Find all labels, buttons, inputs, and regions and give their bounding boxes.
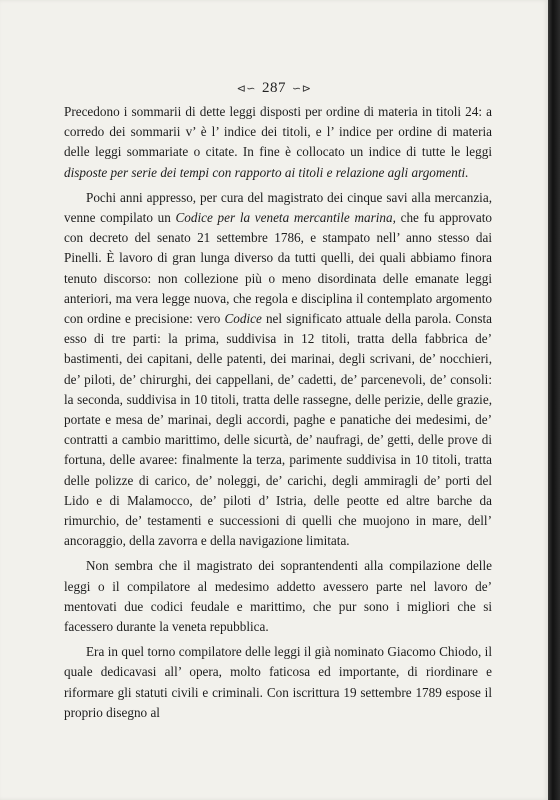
page-header: [0, 80, 548, 97]
ornament-left-icon: ⊲∽: [236, 83, 256, 95]
italic-text-segment: Codice per la veneta mercantile marina,: [175, 210, 396, 226]
page-number: 287: [262, 80, 286, 96]
paragraph: [64, 102, 492, 183]
paragraph: [64, 556, 492, 637]
italic-text-segment: disposte per serie dei tempi con rapporto ai titoli e relazione agli argomenti.: [64, 164, 469, 180]
italic-text-segment: Codice: [224, 311, 262, 327]
text-segment: nel significato attuale della parola. Consta esso di tre parti: la prima, suddivisa in 12 titoli, tratta della fabbrica de’ bastimenti, dei capitani, delle patenti, dei marinai, degli scrivani, de’ nocchieri, de’ piloti, de’ chirurghi, dei cappellani, de’ cadetti, de’ parcenevoli, de’ consoli: la seconda, suddivisa in 10 titoli, tratta delle rassegne, delle perizie, delle grazie, portate e mesa de’ marinai, degli accordi, paghe e panatiche dei medesimi, de’ contratti a cambio marittimo, delle sicurtà, de’ naufragi, de’ getti, delle prove di fortuna, delle avaree: finalmente la terza, parimente suddivisa in 10 titoli, tratta delle polizze di carico, de’ noleggi, de’ carichi, degli ammiragli de’ porti del Lido e di Malamocco, de’ piloti d’ Istria, delle peotte ed altre barche da rimurchio, de’ testamenti e successioni di quelli che muojono in mare, dell’ ancoraggio, della zavorra e della navigazione limitata.: [64, 311, 492, 549]
paragraph: [64, 642, 492, 723]
text-segment: Pochi anni appresso, per cura del magistrato dei cinque savi alla mercanzia, venne compilato un: [64, 189, 492, 226]
ornament-right-icon: ∽⊳: [292, 83, 312, 95]
text-segment: Era in quel torno compilatore delle leggi il già nominato Giacomo Chiodo, il quale dedicavasi all’ opera, molto faticosa ed importante, di riordinare e riformare gli statuti civili e criminali. Con iscrittura 19 settembre 1789 espose il proprio disegno al: [64, 644, 492, 720]
paragraph: [64, 188, 492, 552]
text-segment: Precedono i sommarii di dette leggi disposti per ordine di materia in titoli 24: a corredo dei sommarii v’ è l’ indice dei titoli, e l’ indice per ordine di materia delle leggi sommariate o citate. In fine è collocato un indice di tutte le leggi: [64, 104, 492, 160]
text-segment: che fu approvato con decreto del senato 21 settembre 1786, e stampato nell’ anno stesso dai Pinelli. È lavoro di gran lunga diverso da tutti quelli, dei quali abbiamo finora tenuto discorso: non collezione più o meno disordinata delle emanate leggi anteriori, ma vera legge nuova, che regola e disciplina il contemplato argomento con ordine e precisione: vero: [64, 210, 492, 327]
page-binding-edge: [548, 0, 560, 800]
text-segment: Non sembra che il magistrato dei soprantendenti alla compilazione delle leggi o il compilatore al medesimo addetto avessero parte nel lavoro de’ mentovati due codici feudale e marittimo, che pur sono i migliori che si facessero durante la veneta repubblica.: [64, 558, 492, 635]
body-text: [64, 102, 492, 728]
